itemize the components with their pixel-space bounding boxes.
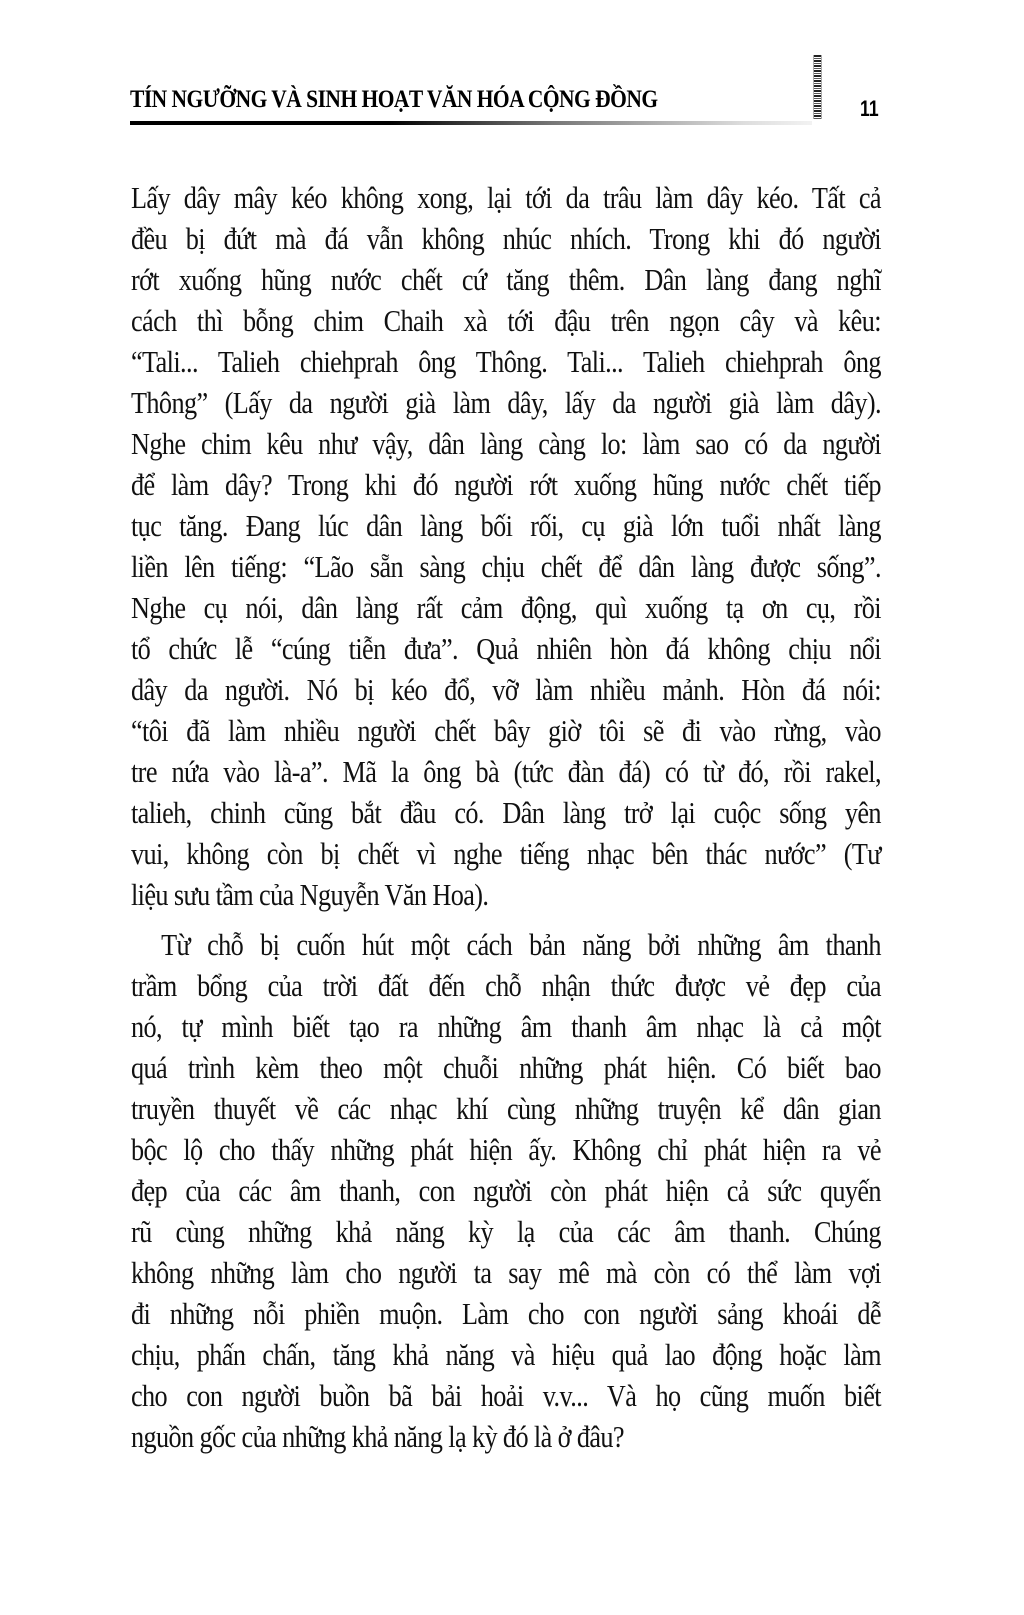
text-line: đẹp của các âm thanh, con người còn phát hiện cả sức quyến: [131, 1174, 881, 1208]
paragraph-gap: [131, 916, 881, 925]
text-line: bộc lộ cho thấy những phát hiện ấy. Không chỉ phát hiện ra vẻ: [131, 1133, 881, 1167]
text-line: Nghe chim kêu như vậy, dân làng càng lo: làm sao có da người: [131, 427, 881, 461]
text-line: quá trình kèm theo một chuỗi những phát hiện. Có biết bao: [131, 1051, 881, 1085]
text-line: liệu sưu tầm của Nguyễn Văn Hoa).: [131, 878, 489, 912]
text-line: Thông” (Lấy da người già làm dây, lấy da người già làm dây).: [131, 386, 881, 420]
paragraph-2: [131, 925, 881, 1458]
text-line: dây da người. Nó bị kéo đổ, vỡ làm nhiều mảnh. Hòn đá nói:: [131, 673, 881, 707]
text-line: talieh, chinh cũng bắt đầu có. Dân làng trở lại cuộc sống yên: [131, 796, 881, 830]
paragraph-1: [131, 178, 881, 916]
text-line: vui, không còn bị chết vì nghe tiếng nhạc bên thác nước” (Tư: [131, 837, 881, 871]
text-line: trầm bổng của trời đất đến chỗ nhận thức được vẻ đẹp của: [131, 969, 881, 1003]
text-line: rớt xuống hũng nước chết cứ tăng thêm. Dân làng đang nghĩ: [131, 263, 881, 297]
text-line: liền lên tiếng: “Lão sẵn sàng chịu chết để dân làng được sống”.: [131, 550, 881, 584]
text-line: đều bị đứt mà đá vẫn không nhúc nhích. Trong khi đó người: [131, 222, 881, 256]
text-line: nguồn gốc của những khả năng lạ kỳ đó là ở đâu?: [131, 1420, 624, 1454]
text-line: Nghe cụ nói, dân làng rất cảm động, quì xuống tạ ơn cụ, rồi: [131, 591, 881, 625]
text-line: cho con người buồn bã bải hoải v.v... Và họ cũng muốn biết: [131, 1379, 881, 1413]
running-title: TÍN NGƯỠNG VÀ SINH HOẠT VĂN HÓA CỘNG ĐỒNG: [130, 86, 658, 113]
text-line: đi những nỗi phiền muộn. Làm cho con người sảng khoái dễ: [131, 1297, 881, 1331]
body-text: [131, 178, 881, 1458]
header-rule: [130, 121, 812, 125]
text-line: truyền thuyết về các nhạc khí cùng những truyện kể dân gian: [131, 1092, 881, 1126]
page-number: 11: [860, 96, 879, 121]
text-line: rũ cùng những khả năng kỳ lạ của các âm thanh. Chúng: [131, 1215, 881, 1249]
text-line: tre nứa vào là-a”. Mã la ông bà (tức đàn đá) có từ đó, rồi rakel,: [131, 755, 881, 789]
text-line: tổ chức lễ “cúng tiễn đưa”. Quả nhiên hòn đá không chịu nổi: [131, 632, 881, 666]
text-line: không những làm cho người ta say mê mà còn có thể làm vợi: [131, 1256, 881, 1290]
text-line: “tôi đã làm nhiều người chết bây giờ tôi sẽ đi vào rừng, vào: [131, 714, 881, 748]
text-line: để làm dây? Trong khi đó người rớt xuống hũng nước chết tiếp: [131, 468, 881, 502]
text-line: chịu, phấn chấn, tăng khả năng và hiệu quả lao động hoặc làm: [131, 1338, 881, 1372]
text-line: Từ chỗ bị cuốn hút một cách bản năng bởi những âm thanh: [161, 928, 881, 962]
text-line: “Tali... Talieh chiehprah ông Thông. Tali... Talieh chiehprah ông: [131, 345, 881, 379]
ornament-divider: [813, 55, 822, 119]
text-line: Lấy dây mây kéo không xong, lại tới da trâu làm dây kéo. Tất cả: [131, 181, 881, 215]
text-line: nó, tự mình biết tạo ra những âm thanh âm nhạc là cả một: [131, 1010, 881, 1044]
text-line: cách thì bỗng chim Chaih xà tới đậu trên ngọn cây và kêu:: [131, 304, 881, 338]
text-line: tục tăng. Đang lúc dân làng bối rối, cụ già lớn tuổi nhất làng: [131, 509, 881, 543]
